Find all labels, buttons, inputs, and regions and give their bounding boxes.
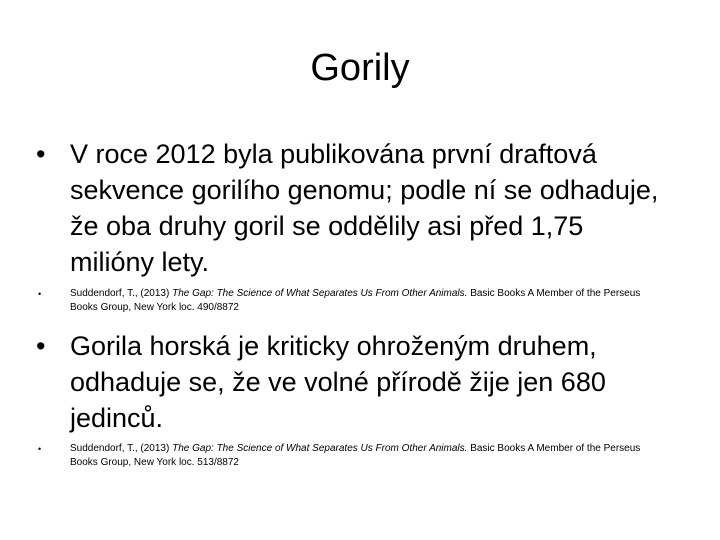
citation-item <box>36 287 660 315</box>
bullet-marker: • <box>38 289 42 299</box>
citation-author: Suddendorf, T., (2013) <box>70 443 173 454</box>
bullet-marker: • <box>36 331 46 361</box>
citation-text <box>70 287 670 315</box>
bullet-item <box>36 328 660 436</box>
slide-title: Gorily <box>310 47 410 89</box>
bullet-text: V roce 2012 byla publikována první draftová sekvence gorilího genomu; podle ní se odhaduje, že oba druhy goril se oddělily asi před 1,75 milióny lety. <box>70 139 659 277</box>
citation-book-title: The Gap: The Science of What Separates Us From Other Animals. <box>172 288 468 299</box>
citation-book-title: The Gap: The Science of What Separates Us From Other Animals. <box>172 443 468 454</box>
bullet-text: Gorila horská je kriticky ohroženým druhem, odhaduje se, že ve volné přírodě žije jen 680 jedinců. <box>70 331 606 433</box>
citation-author: Suddendorf, T., (2013) <box>70 288 173 299</box>
citation-publisher: Basic Books A Member of the Perseus Books Group, New York loc. 490/8872 <box>70 288 641 313</box>
citation-text <box>70 442 670 470</box>
citation-item <box>36 442 660 470</box>
bullet-item <box>36 136 660 280</box>
bullet-marker: • <box>36 139 46 169</box>
bullet-marker: • <box>38 444 42 454</box>
citation-publisher: Basic Books A Member of the Perseus Books Group, New York loc. 513/8872 <box>70 443 641 468</box>
